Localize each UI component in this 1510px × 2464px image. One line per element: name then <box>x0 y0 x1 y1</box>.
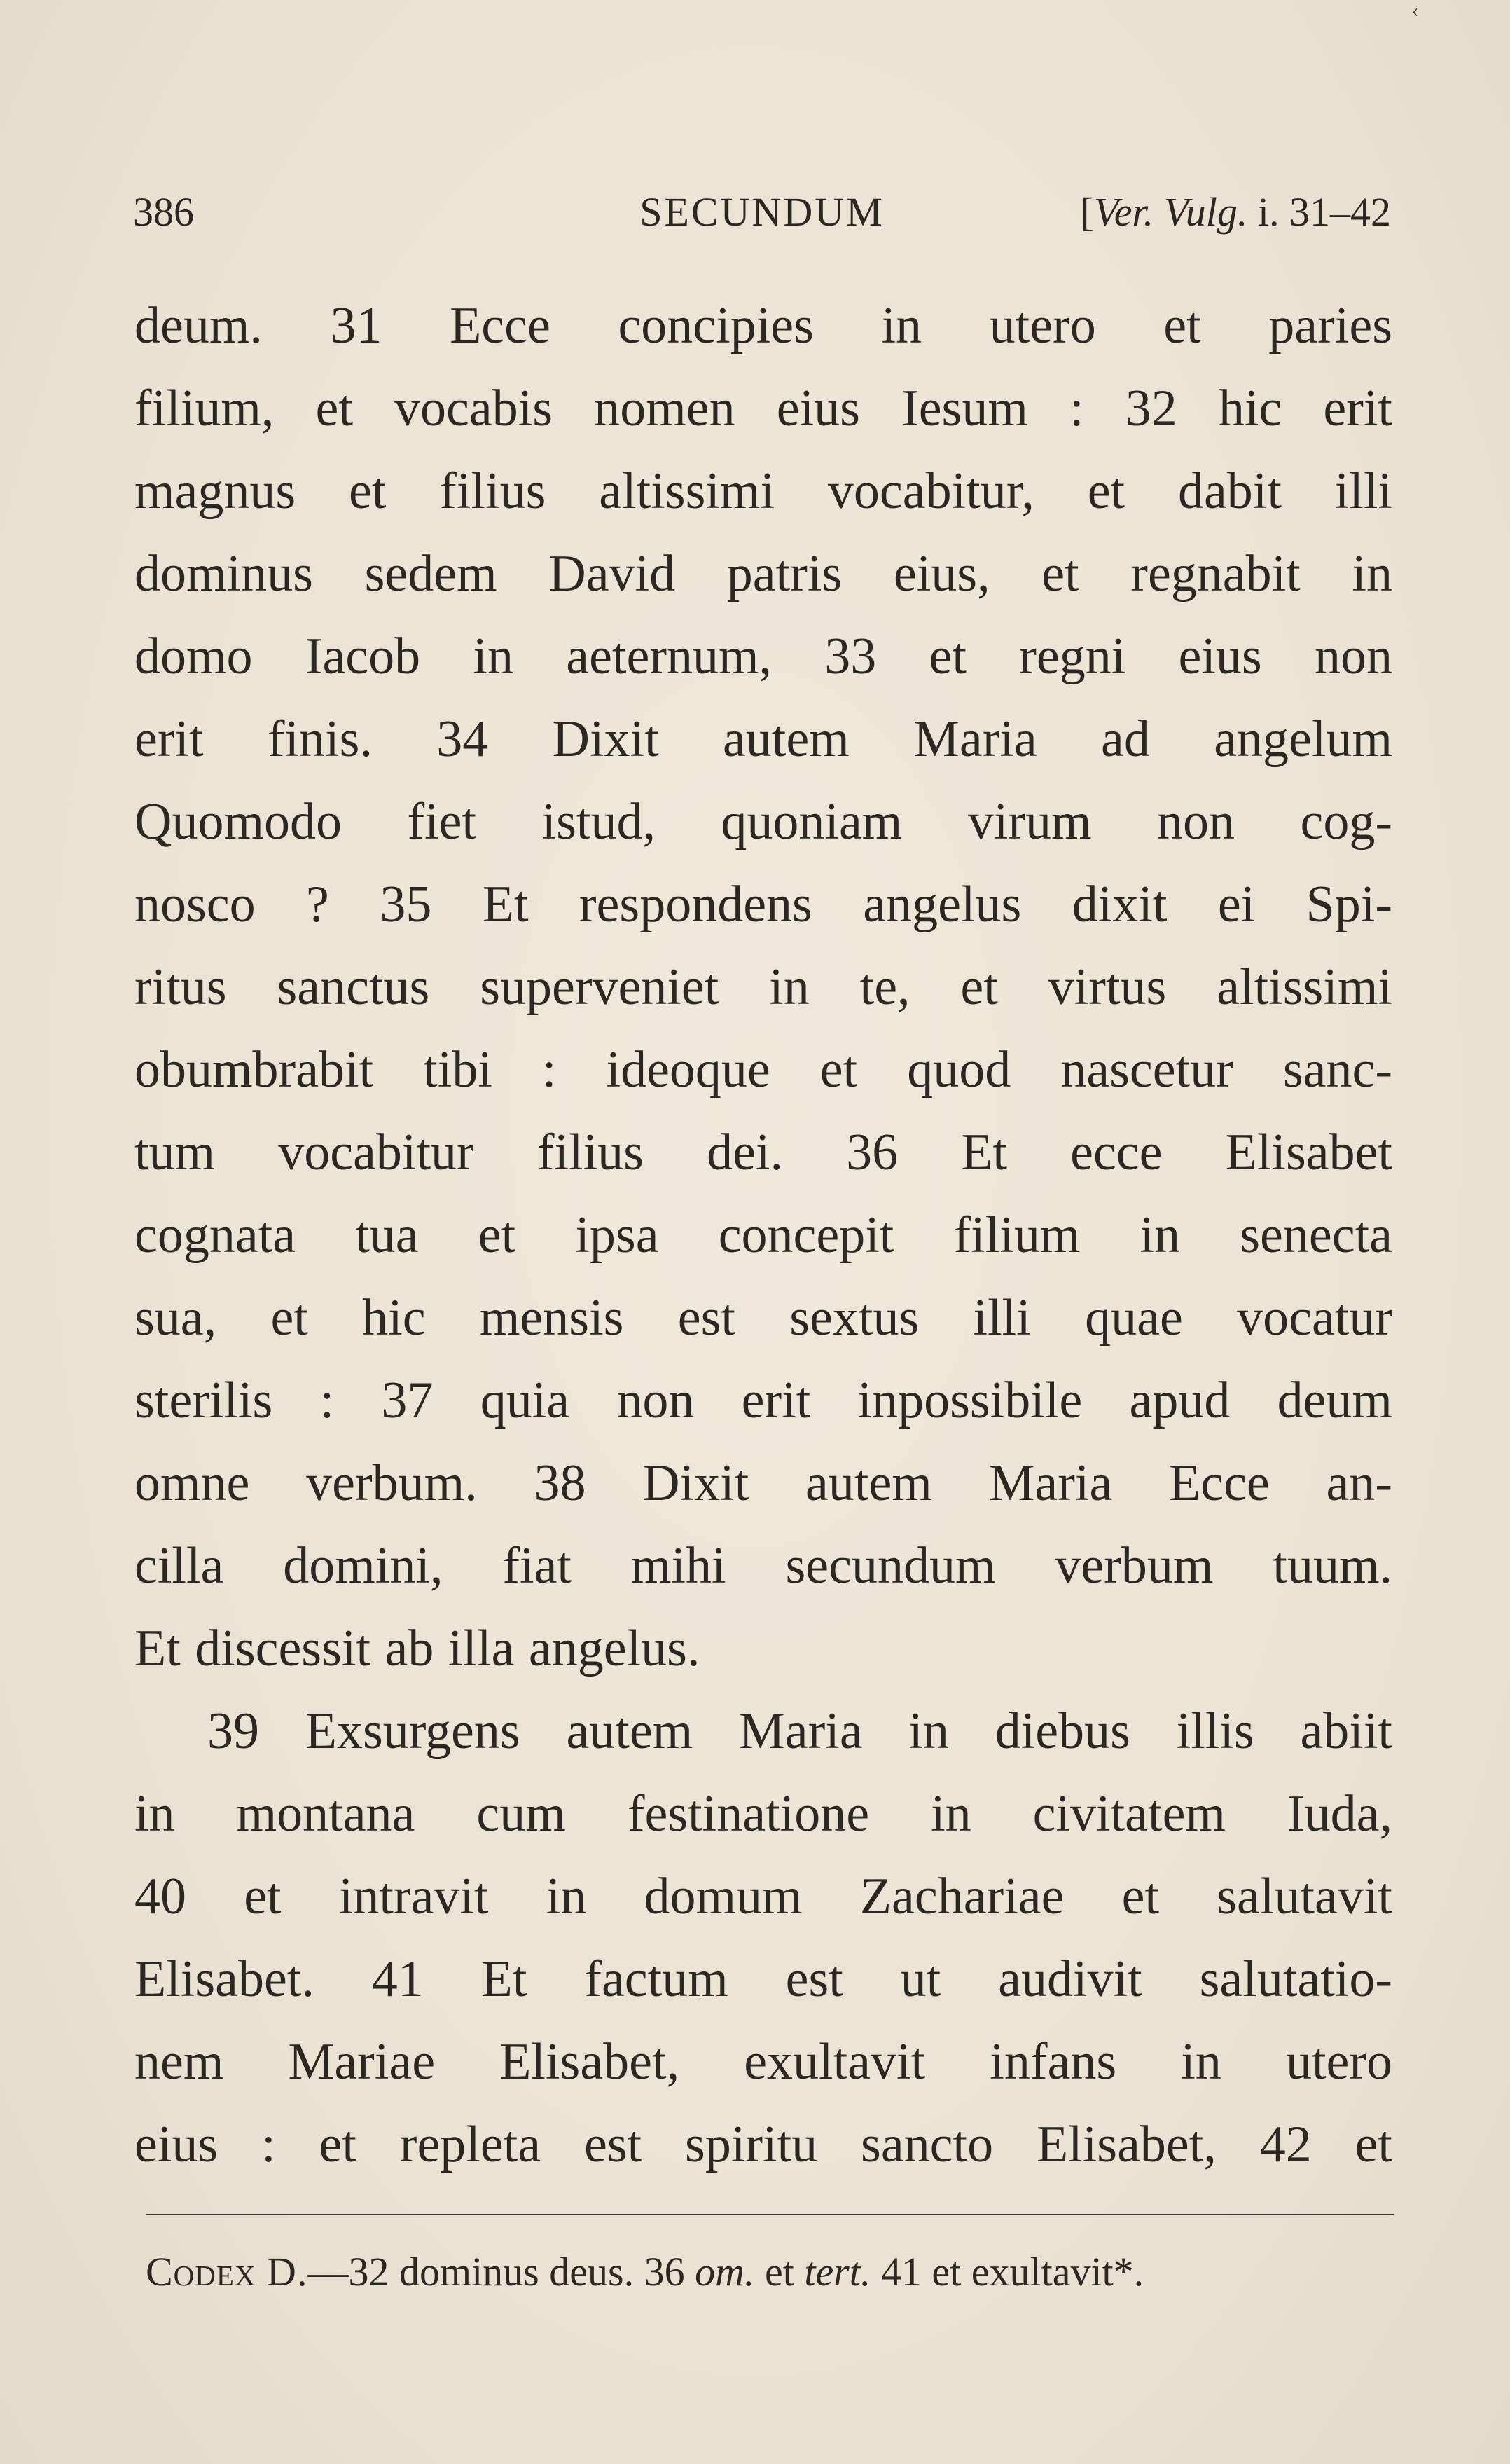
text-line: sterilis : 37 quia non erit inpossibile apud deum <box>134 1372 1392 1429</box>
text-line: cilla domini, fiat mihi secundum verbum tuum. <box>134 1537 1392 1595</box>
text-line: obumbrabit tibi : ideoque et quod nascetur sanc- <box>134 1041 1392 1099</box>
text-line: dominus sedem David patris eius, et regnabit in <box>134 545 1392 603</box>
text-line: nem Mariae Elisabet, exultavit infans in utero <box>134 2033 1392 2091</box>
verse-reference <box>1080 188 1391 237</box>
footnote-text: —32 dominus deus. 36 <box>307 2249 695 2294</box>
codex-label: Codex D. <box>146 2249 308 2294</box>
footnote <box>146 2248 1399 2297</box>
text-line: nosco ? 35 Et respondens angelus dixit ei Spi- <box>134 876 1392 933</box>
text-line: erit finis. 34 Dixit autem Maria ad angelum <box>134 710 1392 768</box>
page-number: 386 <box>133 189 194 235</box>
footnote-omission-abbrev: om. <box>695 2249 755 2294</box>
text-line: sua, et hic mensis est sextus illi quae vocatur <box>134 1289 1392 1347</box>
text-line: magnus et filius altissimi vocabitur, et dabit illi <box>134 462 1392 520</box>
text-line: Elisabet. 41 Et factum est ut audivit salutatio- <box>134 1950 1392 2008</box>
body-text <box>134 284 1392 2186</box>
page-header <box>133 188 1391 237</box>
corner-mark: ‹ <box>1412 0 1419 22</box>
reference-abbreviation: Ver. Vulg. <box>1093 189 1248 235</box>
text-line: deum. 31 Ecce concipies in utero et paries <box>134 297 1392 355</box>
paragraph-start-line: 39 Exsurgens autem Maria in diebus illis abiit <box>207 1702 1392 1760</box>
footnote-divider <box>146 2214 1394 2215</box>
text-line: Quomodo fiet istud, quoniam virum non cog- <box>134 793 1392 851</box>
text-line: cognata tua et ipsa concepit filium in senecta <box>134 1206 1392 1264</box>
reference-range: i. 31–42 <box>1247 189 1391 235</box>
text-line: tum vocabitur filius dei. 36 Et ecce Elisabet <box>134 1124 1392 1181</box>
text-line: eius : et repleta est spiritu sancto Elisabet, 42 et <box>134 2116 1392 2173</box>
text-line: omne verbum. 38 Dixit autem Maria Ecce an- <box>134 1454 1392 1512</box>
reference-bracket: [ <box>1080 189 1094 235</box>
text-line: domo Iacob in aeternum, 33 et regni eius non <box>134 628 1392 685</box>
running-title: SECUNDUM <box>639 189 885 235</box>
footnote-connector: et <box>754 2249 805 2294</box>
text-line: in montana cum festinatione in civitatem Iuda, <box>134 1785 1392 1843</box>
footnote-tertium-abbrev: tert. <box>804 2249 871 2294</box>
text-line: ritus sanctus superveniet in te, et virtus altissimi <box>134 958 1392 1016</box>
text-line: 40 et intravit in domum Zachariae et salutavit <box>134 1868 1392 1925</box>
paragraph-end-line: Et discessit ab illa angelus. <box>134 1620 700 1677</box>
text-line: filium, et vocabis nomen eius Iesum : 32 hic erit <box>134 380 1392 437</box>
footnote-text-end: 41 et exultavit*. <box>871 2249 1144 2294</box>
